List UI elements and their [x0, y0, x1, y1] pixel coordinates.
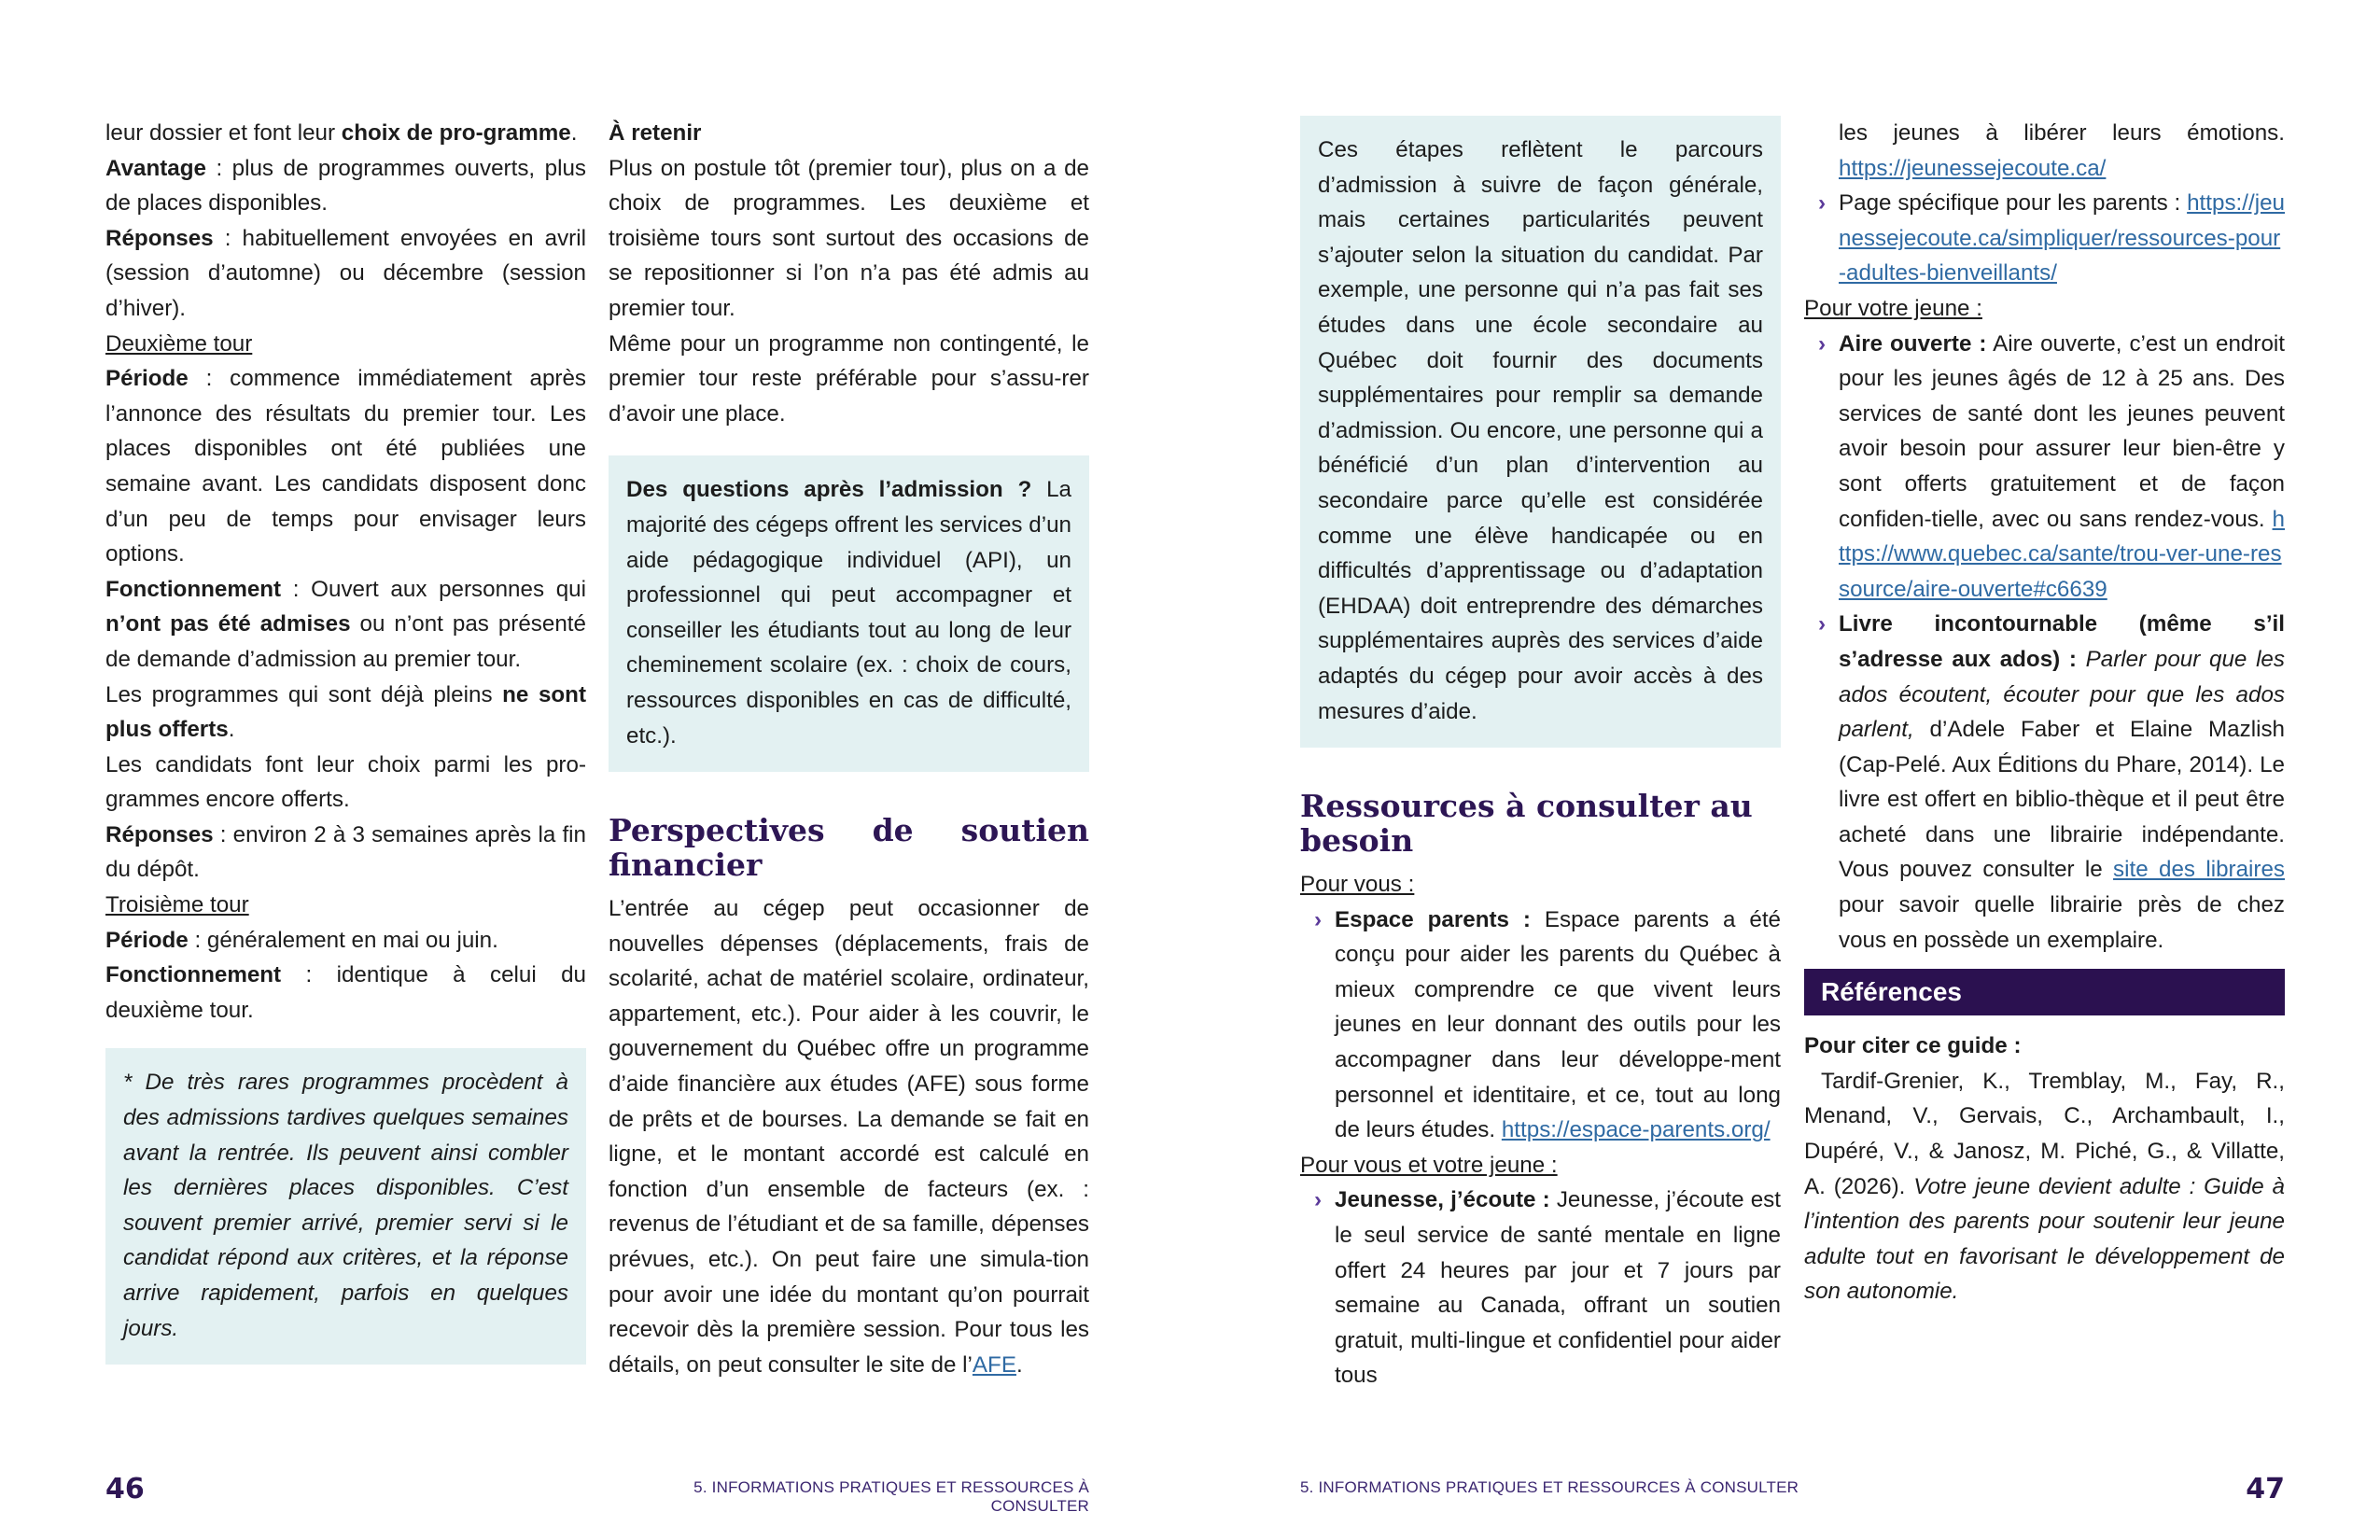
chevron-right-icon: › — [1818, 190, 1827, 217]
afe-link[interactable]: AFE — [972, 1351, 1016, 1378]
chevron-right-icon: › — [1314, 906, 1323, 932]
paragraph: Avantage : plus de programmes ouverts, plus de places disponibles. — [105, 155, 586, 217]
paragraph: Période : généralement en mai ou juin. — [105, 927, 498, 953]
subheading: Pour citer ce guide : — [1804, 1033, 2022, 1059]
list-item: › Page spécifique pour les parents : https://jeunessejecoute.ca/simpliquer/ressources-pour-adultes-bienveillants/ — [1804, 186, 2285, 291]
parents-page-link[interactable]: https://jeunessejecoute.ca/simpliquer/ressources-pour-adultes-bienveillants/ — [1839, 190, 2285, 287]
subheading: Pour vous : — [1300, 872, 1415, 898]
subheading: Troisième tour — [105, 892, 249, 918]
section-heading: Perspectives de soutien financier — [609, 812, 1089, 884]
espace-parents-link[interactable]: https://espace-parents.org/ — [1501, 1117, 1771, 1143]
page-number-left: 46 — [105, 1473, 145, 1505]
page-number-right: 47 — [2246, 1473, 2285, 1505]
citation: Tardif-Grenier, K., Tremblay, M., Fay, R., Menand, V., Gervais, C., Archambault, I., Dupéré, V., & Janosz, M. Piché, G., & Villatte, A. (2026). Votre jeune devient adulte : Guide à l’intention des parents pour soutenir leur jeune adulte tout en favorisant le développement de son autonomie. — [1804, 1068, 2286, 1305]
paragraph: Réponses : habituellement envoyées en avril (session d’automne) ou décembre (session d’hiver). — [105, 225, 586, 321]
list-item: les jeunes à libérer leurs émotions. https://jeunessejecoute.ca/ — [1839, 120, 2285, 181]
paragraph: Plus on postule tôt (premier tour), plus on a de choix de programmes. Les deuxième et troisième tours sont surtout des occasions de se repositionner si l’on n’a pas été admis au premier tour. — [609, 155, 1089, 321]
jeunesse-link[interactable]: https://jeunessejecoute.ca/ — [1839, 155, 2107, 181]
resource-list — [1804, 327, 2285, 959]
footer-title-left: 5. INFORMATIONS PRATIQUES ET RESSOURCES À CONSULTER — [693, 1478, 1089, 1515]
resource-list — [1804, 116, 2285, 291]
list-item: › Jeunesse, j’écoute : Jeunesse, j’écoute est le seul service de santé mentale en ligne offert 24 heures par jour et 7 jours par semaine au Canada, offrant un soutien gratuit, multi-lingue et confidentiel pour aider tous — [1300, 1183, 1781, 1393]
libraires-link[interactable]: site des libraires — [2113, 857, 2286, 883]
paragraph: Réponses : environ 2 à 3 semaines après la fin du dépôt. — [105, 821, 586, 883]
info-box: Des questions après l’admission ? La majorité des cégeps offrent les services d’un aide pédagogique individuel (API), un professionnel qui peut accompagner et conseiller les étudiants tout au long de leur cheminement scolaire (ex. : choix de cours, ressources disponibles en cas de difficulté, etc.). — [609, 455, 1089, 772]
paragraph: L’entrée au cégep peut occasionner de nouvelles dépenses (déplacements, frais de scolarité, achat de matériel scolaire, ordinateur, appartement, etc.). Pour aider à les couvrir, le gouvernement du Québec offre un programme d’aide financière aux études (AFE) sous forme de prêts et de bourses. La demande se fait en ligne, et le montant accordé est calculé en fonction d’un ensemble de facteurs (ex. : revenus de l’étudiant et de sa famille, dépenses prévues, etc.). On peut faire une simula-tion pour avoir une idée du montant qu’on pourrait recevoir dès la première session. Pour tous les détails, on peut consulter le site de l’AFE. — [609, 896, 1089, 1378]
paragraph: Période : commence immédiatement après l’annonce des résultats du premier tour. Les places disponibles ont été publiées une semaine avant. Les candidats disposent donc d’un peu de temps pour envisager leurs options. — [105, 366, 586, 567]
column-1 — [105, 116, 586, 1365]
footer-title-right: 5. INFORMATIONS PRATIQUES ET RESSOURCES À CONSULTER — [1300, 1478, 1799, 1496]
list-item: › Espace parents : Espace parents a été conçu pour aider les parents du Québec à mieux comprendre ce que vivent leurs jeunes en leur donnant des outils pour les accompagner dans leur développe-ment personnel et identitaire, et ce, tout au long de leurs études. https://espace-parents.org/ — [1300, 903, 1781, 1148]
list-item: › Livre incontournable (même s’il s’adresse aux ados) : Parler pour que les ados écoutent, écouter pour que les ados parlent, d’Adele Faber et Elaine Mazlish (Cap-Pelé. Aux Éditions du Phare, 2014). Le livre est offert en biblio-thèque et il peut être acheté dans une librairie indépendante. Vous pouvez consulter le site des libraires pour savoir quelle librairie près de chez vous en possède un exemplaire. — [1804, 607, 2285, 958]
paragraph: Les candidats font leur choix parmi les pro-grammes encore offerts. — [105, 751, 586, 813]
subheading: Pour vous et votre jeune : — [1300, 1152, 1558, 1178]
column-3 — [1300, 116, 1781, 1393]
subheading: À retenir — [609, 120, 702, 146]
paragraph: Fonctionnement : identique à celui du deuxième tour. — [105, 962, 586, 1023]
subheading: Deuxième tour — [105, 330, 253, 357]
chevron-right-icon: › — [1818, 330, 1827, 357]
info-box: Ces étapes reflètent le parcours d’admission à suivre de façon générale, mais certaines particularités peuvent s’ajouter selon la situation du candidat. Par exemple, une personne qui n’a pas fait ses études dans une école secondaire au Québec doit fournir des documents supplémentaires pour remplir sa demande d’admission. Ou encore, une personne qui a bénéficié d’un plan d’intervention au secondaire parce qu’elle est considérée comme une élève handicapée ou en difficultés d’apprentissage ou d’adaptation (EHDAA) doit entreprendre des démarches supplémentaires auprès des services d’aide adaptés du cégep pour avoir accès à des mesures d’aide. — [1300, 116, 1781, 748]
references-heading: Références — [1804, 969, 2285, 1015]
paragraph: leur dossier et font leur choix de pro-gramme. — [105, 120, 578, 146]
chevron-right-icon: › — [1818, 611, 1827, 637]
list-item: › Aire ouverte : Aire ouverte, c’est un endroit pour les jeunes âgés de 12 à 25 ans. Des services de santé dont les jeunes peuvent avoir besoin pour assurer leur bien-être y sont offerts gratuitement et de façon confiden-tielle, avec ou sans rendez-vous. https://www.quebec.ca/sante/trou-ver-une-ressource/aire-ouverte#c6639 — [1804, 327, 2285, 608]
chevron-right-icon: › — [1314, 1187, 1323, 1213]
resource-list — [1300, 1183, 1781, 1393]
paragraph: Même pour un programme non contingenté, le premier tour reste préférable pour s’assu-rer d’avoir une place. — [609, 330, 1089, 427]
aire-ouverte-link[interactable]: https://www.quebec.ca/sante/trou-ver-une-ressource/aire-ouverte#c6639 — [1839, 506, 2285, 602]
column-4 — [1804, 116, 2285, 1309]
subheading: Pour votre jeune : — [1804, 295, 1982, 321]
paragraph: Fonctionnement : Ouvert aux personnes qui n’ont pas été admises ou n’ont pas présenté de demande d’admission au premier tour. — [105, 576, 586, 672]
resource-list — [1300, 903, 1781, 1148]
column-2 — [609, 116, 1089, 1382]
paragraph: Les programmes qui sont déjà pleins ne sont plus offerts. — [105, 681, 586, 743]
note-box: * De très rares programmes procèdent à des admissions tardives quelques semaines avant la rentrée. Ils peuvent ainsi combler les dernières places disponibles. C’est souvent premier arrivé, premier servi si le candidat répond aux critères, et la réponse arrive rapidement, parfois en quelques jours. — [105, 1048, 586, 1365]
section-heading: Ressources à consulter au besoin — [1300, 788, 1753, 860]
